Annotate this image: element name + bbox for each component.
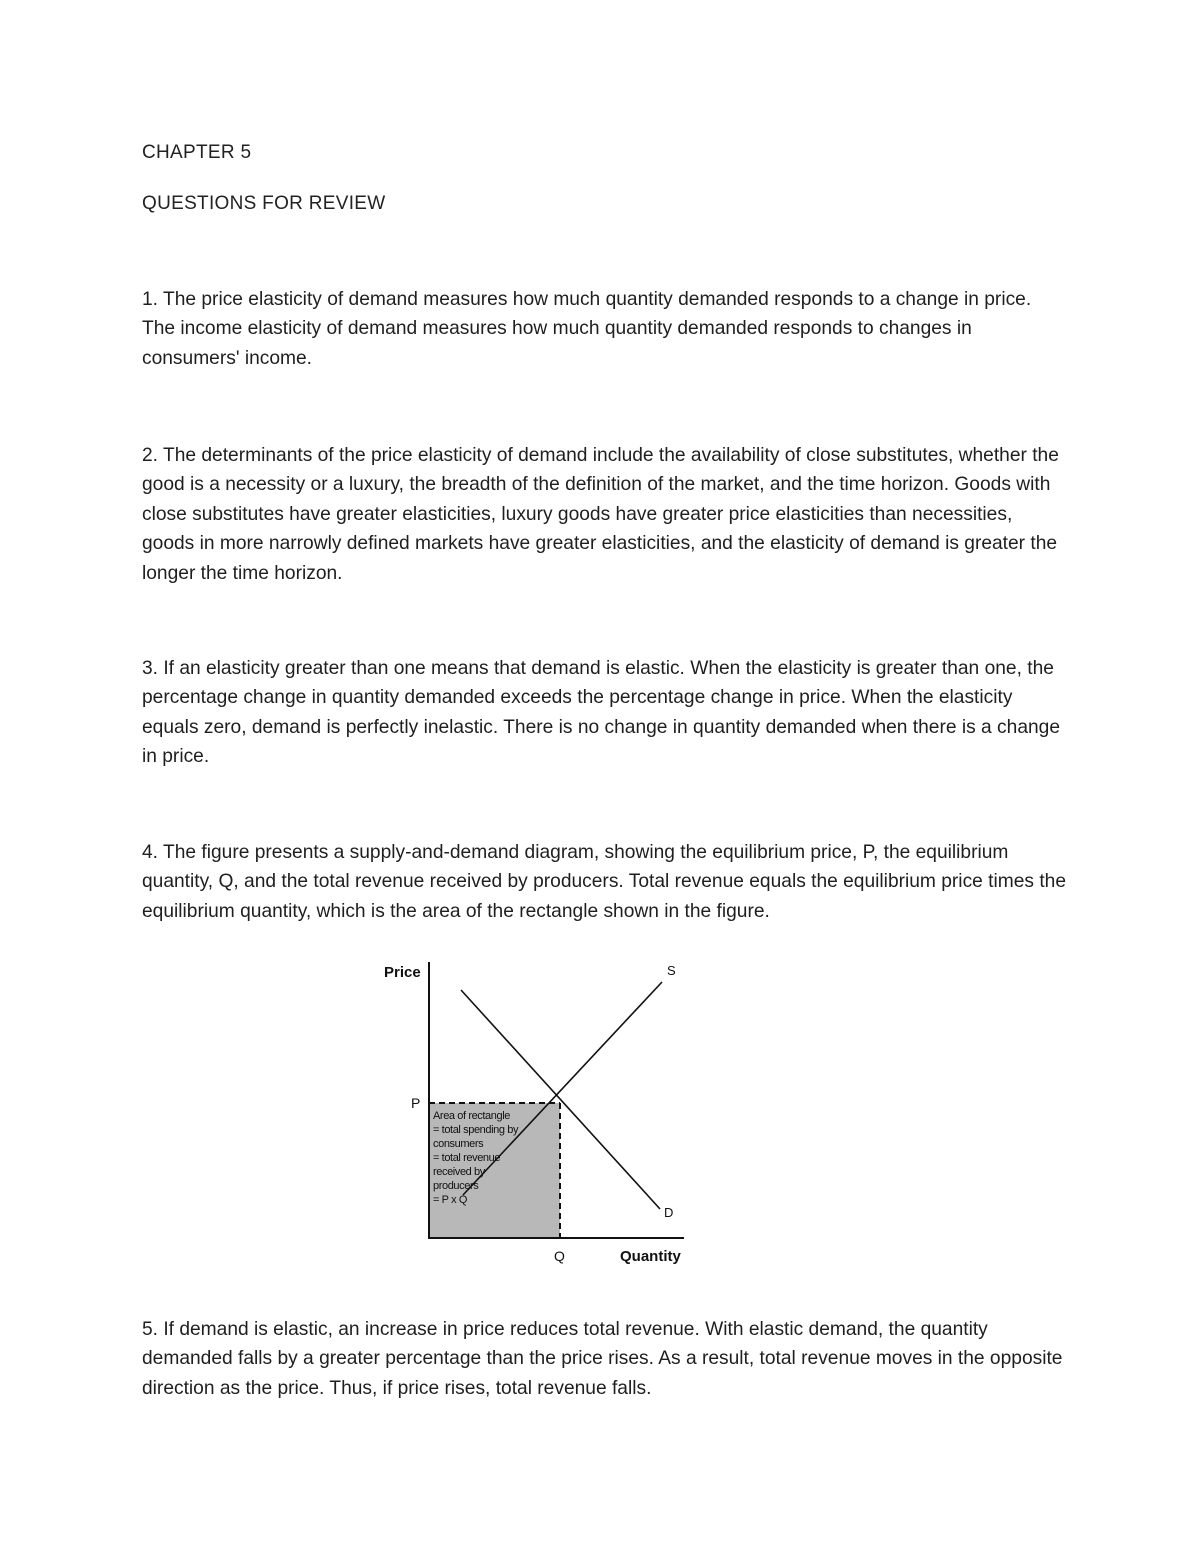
rectangle-note-line: = total spending by <box>433 1124 519 1136</box>
section-title: QUESTIONS FOR REVIEW <box>142 193 386 214</box>
rectangle-note-line: producers <box>433 1180 479 1192</box>
price-tick-label: P <box>411 1095 421 1111</box>
rectangle-note-line: = total revenue <box>433 1152 501 1164</box>
answer-5: 5. If demand is elastic, an increase in price reduces total revenue. With elastic demand, the quantity demanded falls by a greater percentage than the price rises. As a result, total revenue moves in the opposite direction as the price. Thus, if price rises, total revenue falls. <box>142 1319 1063 1399</box>
supply-label: S <box>667 963 676 978</box>
rectangle-note-line: = P x Q <box>433 1194 467 1206</box>
answer-1: 1. The price elasticity of demand measures how much quantity demanded responds to a change in price. The income elasticity of demand measures how much quantity demanded responds to changes in consumers' income. <box>142 289 1032 369</box>
answer-3: 3. If an elasticity greater than one means that demand is elastic. When the elasticity is greater than one, the percentage change in quantity demanded exceeds the percentage change in price. When the elasticity equals zero, demand is perfectly inelastic. There is no change in quantity demanded when there is a change in price. <box>142 658 1061 768</box>
answer-2: 2. The determinants of the price elasticity of demand include the availability of close substitutes, whether the good is a necessity or a luxury, the breadth of the definition of the market, and the time horizon. Goods with close substitutes have greater elasticities, luxury goods have greater price elasticities than necessities, goods in more narrowly defined markets have greater elasticities, and the elasticity of demand is greater the longer the time horizon. <box>142 445 1059 584</box>
x-axis-label: Quantity <box>620 1248 681 1265</box>
chapter-title: CHAPTER 5 <box>142 142 252 163</box>
rectangle-note-line: consumers <box>433 1138 484 1150</box>
rectangle-note-line: Area of rectangle <box>433 1110 510 1122</box>
y-axis-label: Price <box>384 964 421 981</box>
supply-demand-diagram <box>370 950 700 1270</box>
rectangle-note-line: received by <box>433 1166 485 1178</box>
quantity-tick-label: Q <box>554 1248 565 1264</box>
demand-label: D <box>664 1205 674 1220</box>
supply-demand-figure <box>370 950 700 1270</box>
answer-4: 4. The figure presents a supply-and-demand diagram, showing the equilibrium price, P, the equilibrium quantity, Q, and the total revenue received by producers. Total revenue equals the equilibrium price times the equilibrium quantity, which is the area of the rectangle shown in the figure. <box>142 842 1067 922</box>
